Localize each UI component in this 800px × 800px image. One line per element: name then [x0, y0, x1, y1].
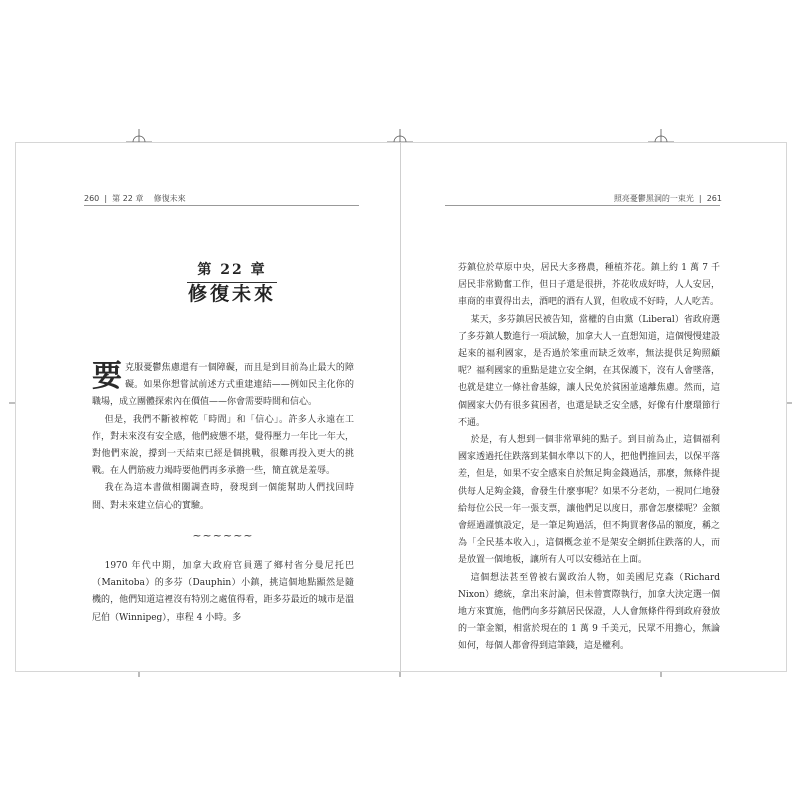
- left-running-chapter: 第 22 章: [112, 194, 144, 203]
- paragraph: 我在為這本書做相關調查時，發現到一個能幫助人們找回時間、對未來建立信心的實驗。: [92, 483, 354, 511]
- right-page: [401, 143, 786, 671]
- chapter-title: 修復未來: [187, 283, 276, 305]
- chapter-label: 第 22 章: [187, 259, 277, 283]
- drop-cap: 要: [92, 359, 122, 394]
- paragraph: 但是，我們不斷被榨乾「時間」和「信心」。許多人永遠在工作，對未來沒有安全感，他們疲憊不堪，覺得壓力一年比一年大，對他們來說，撐到一天結束已經是個挑戰，很難再投入更大的挑戰。在人們筋疲力竭時要他們再多承擔一些，簡直就是羞辱。: [92, 414, 354, 477]
- left-page-number: 260: [84, 194, 100, 203]
- paragraph: 芬鎮位於草原中央，居民大多務農，種植芥花。鎮上約 1 萬 7 千居民非常勤奮工作，但日子還是很拼，芥花收成好時，人人安居，車商的車賣得出去，酒吧的酒有人買，但收成不好時，人人吃苦。: [458, 263, 720, 308]
- right-running-title: 照亮憂鬱黑洞的一束光: [613, 194, 694, 203]
- left-header-rule: [84, 205, 359, 206]
- right-body-text: [458, 260, 720, 656]
- paragraph: [92, 360, 354, 412]
- paragraph-text: 克服憂鬱焦慮還有一個障礙，而且是到目前為止最大的障礙。如果你想嘗試前述方式重建連結——例如民主化你的職場，成立團體探索內在價值——你會需要時間和信心。: [92, 363, 354, 408]
- right-header-rule: [445, 205, 720, 206]
- right-running-head: 照亮憂鬱黑洞的一束光 | 261: [613, 194, 722, 203]
- book-spread: [15, 142, 787, 672]
- paragraph: 某天，多芬鎮居民被告知，當權的自由黨（Liberal）省政府選了多芬鎮人數進行一項試驗，加拿大人一直想知道，這個慢慢建設起來的福利國家，是否過於笨重而缺乏效率，無法提供足夠照顧呢？福利國家的重點是建立安全網，在其保護下，沒有人會墜落，也就是建立一條社會基線，讓人民免於貧困並遠離焦慮。然而，這個國家大仍有很多貧困者，也還是缺乏安全感，好像有什麼環節行不通。: [458, 314, 720, 428]
- section-divider: ~~~~~~: [192, 528, 254, 542]
- left-page: [16, 143, 401, 671]
- right-page-number: 261: [706, 194, 722, 203]
- paragraph: 於是，有人想到一個非常單純的點子。到目前為止，這個福利國家透過托住跌落到某個水準以下的人，把他們推回去，以保平落差，但是，如果不安全感來自於無足夠金錢過活，那麼，無條件提供每人足夠金錢，會發生什麼事呢？如果不分老幼，一視同仁地發給每位公民一年一張支票，讓他們足以度日，那會怎麼樣呢？金額會經過謹慎設定，是一筆足夠過活，但不夠買奢侈品的額度，稱之為「全民基本收入」，這個概念並不是架安全網抓住跌落的人，而是放置一個地板，讓所有人可以安穩站在上面。: [458, 435, 720, 566]
- paragraph: 這個想法甚至曾被右翼政治人物，如美國尼克森（Richard Nixon）總統，拿出來討論，但未曾實際執行，加拿大決定選一個地方來實施，他們向多芬鎮居民保證，人人會無條件得到政府發放的一筆金額，相當於現在的 1 萬 9 千美元，民眾不用擔心，無論如何，每個人都會得到這筆錢，這是權利。: [458, 572, 720, 652]
- gutter-line: [400, 142, 401, 672]
- left-running-head: 260 | 第 22 章 修復未來: [84, 194, 186, 203]
- paragraph: 1970 年代中期，加拿大政府官員選了鄉村省分曼尼托巴（Manitoba）的多芬（Dauphin）小鎮，挑這個地點顯然是隨機的，他們知道這裡沒有特別之處值得看，距多芬最近的城市是溫尼伯（Winnipeg），車程 4 小時。多: [92, 561, 354, 623]
- left-running-title: 修復未來: [153, 194, 186, 203]
- left-body-text: [92, 360, 354, 627]
